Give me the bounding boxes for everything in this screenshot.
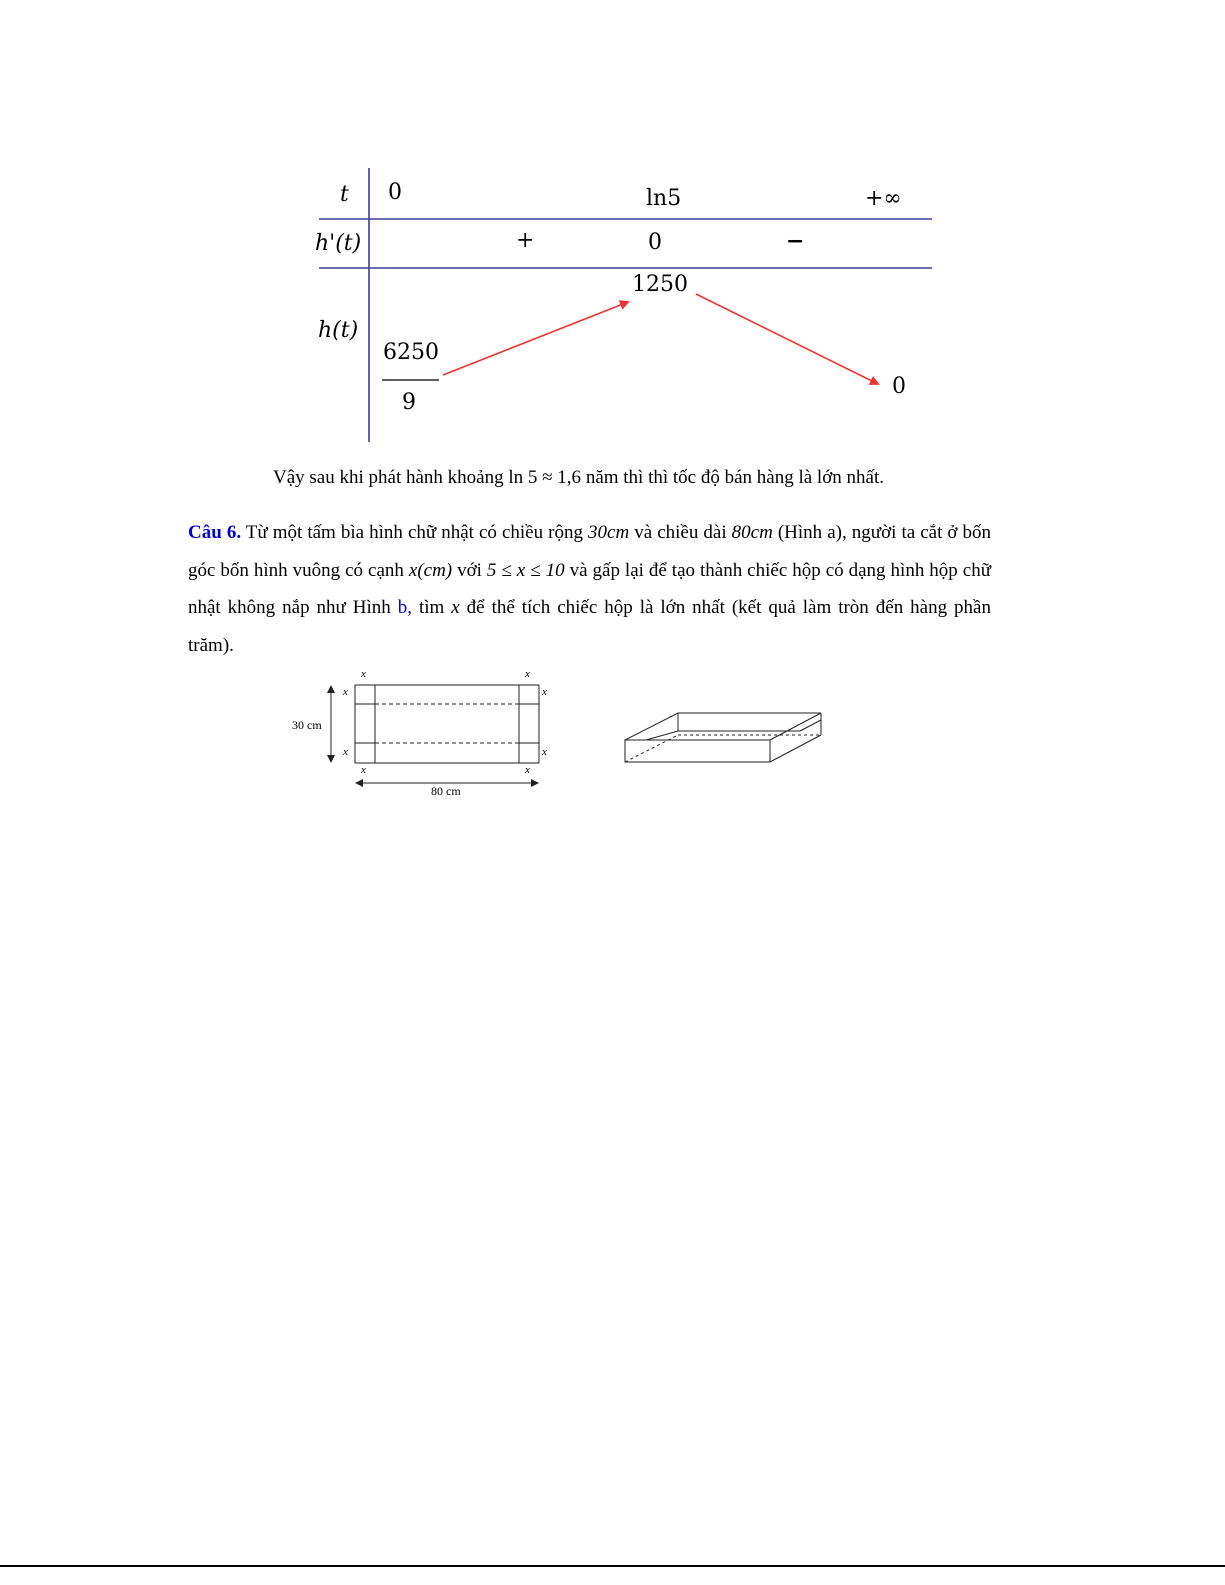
math-length: 80cm (731, 522, 773, 543)
label-x-bottom-left: x (361, 764, 366, 776)
t-value-critical: ln5 (646, 186, 682, 211)
label-x-left-top: x (343, 686, 348, 698)
figure-a-drawing (285, 666, 565, 806)
question-text-2: và chiều dài (629, 522, 732, 543)
h-end-value: 0 (892, 374, 906, 399)
math-side: x(cm) (408, 559, 453, 581)
decreasing-arrow (696, 294, 878, 384)
h-start-numerator: 6250 (383, 340, 439, 365)
h-max-value: 1250 (632, 272, 688, 297)
question-text-3: (Hình a), người ta cắt ở bốn góc bốn hình vuông có cạnh (188, 522, 991, 581)
conclusion-text-before: Vậy sau khi phát hành khoảng (273, 467, 509, 488)
label-x-top-right: x (525, 668, 530, 680)
label-x-left-bottom: x (343, 746, 348, 758)
row-label-h: h(t) (318, 318, 359, 343)
sign-zero: 0 (648, 230, 662, 255)
open-box-drawing (618, 706, 828, 770)
label-x-top-left: x (361, 668, 366, 680)
length-label: 80 cm (431, 784, 461, 798)
label-x-right-bottom: x (542, 746, 547, 758)
conclusion-text-after: năm thì thì tốc độ bán hàng là lớn nhất. (581, 467, 884, 488)
label-x-right-top: x (542, 686, 547, 698)
width-label: 30 cm (292, 718, 322, 732)
figure-b (618, 706, 828, 770)
question-6 (188, 514, 991, 664)
figure-b-link[interactable]: b, (397, 597, 413, 618)
conclusion-sentence (273, 467, 884, 489)
math-range: 5 ≤ x ≤ 10 (486, 559, 565, 581)
question-label: Câu 6. (188, 522, 242, 543)
question-text-6: tìm (412, 597, 452, 618)
t-value-start: 0 (388, 180, 402, 205)
math-x: x (451, 597, 460, 618)
question-text-5: và gấp lại để tạo thành chiếc hộp có dạng hình hộp chữ nhật không nắp như Hình (188, 559, 992, 618)
t-value-infinity: +∞ (865, 186, 902, 211)
h-start-denominator: 9 (402, 390, 416, 415)
row-label-t: t (340, 182, 349, 207)
sign-plus: + (516, 228, 535, 253)
figure-a (285, 666, 565, 806)
question-text-4: với (452, 559, 487, 581)
variation-table (300, 160, 940, 450)
question-text-1: Từ một tấm bìa hình chữ nhật có chiều rộng (241, 522, 589, 543)
conclusion-math: ln 5 ≈ 1,6 (508, 467, 582, 488)
question-text-7: để thể tích chiếc hộp là lớn nhất (kết quả làm tròn đến hàng phần trăm). (188, 597, 991, 656)
page-bottom-rule (0, 1565, 1225, 1567)
sign-minus: − (786, 228, 805, 254)
math-width: 30cm (588, 522, 630, 543)
label-x-bottom-right: x (525, 764, 530, 776)
increasing-arrow (443, 302, 628, 375)
row-label-h-prime: h'(t) (315, 231, 362, 256)
